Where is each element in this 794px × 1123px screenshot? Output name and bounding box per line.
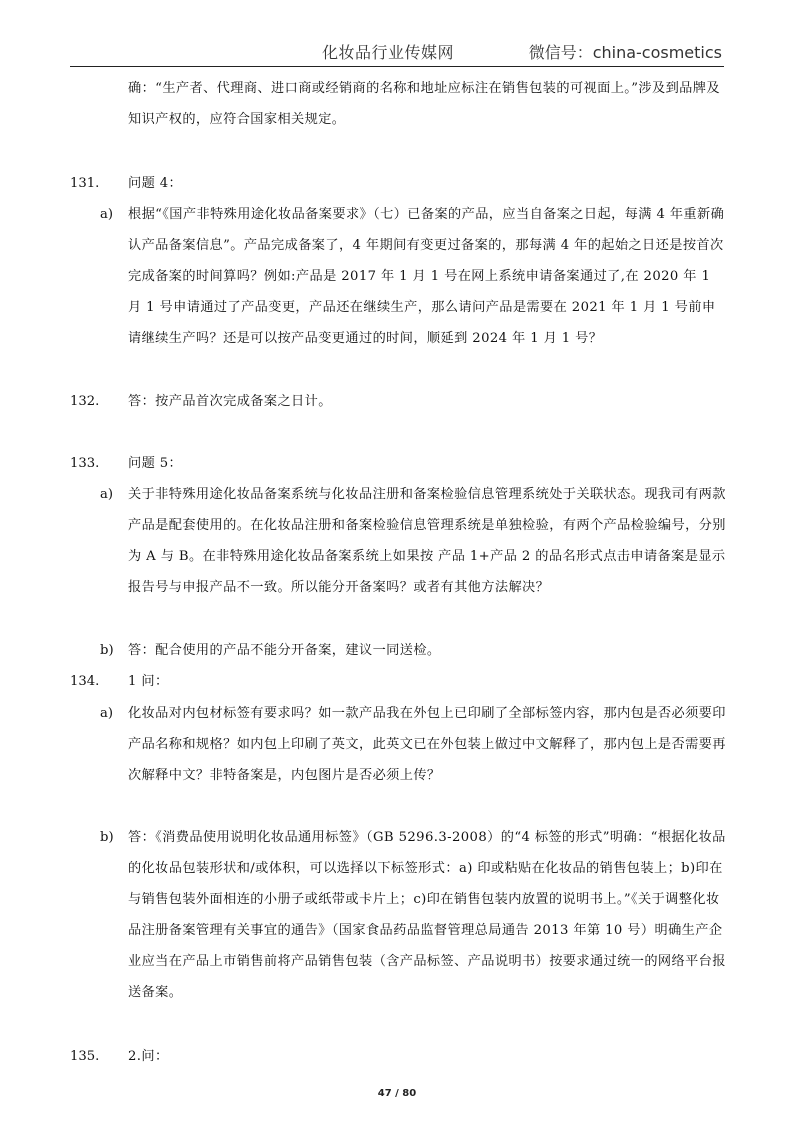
sub-marker-133b: b) (100, 643, 114, 658)
item-number-135: 135. (70, 1049, 100, 1064)
sub-marker-133a: a) (100, 487, 114, 502)
item-number-132: 132. (70, 394, 100, 409)
question-label-134: 1 问： (128, 674, 169, 689)
question-label-131: 问题 4： (128, 176, 183, 191)
question-label-135: 2.问： (128, 1049, 169, 1064)
answer-text-133b: 答：配合使用的产品不能分开备案，建议一同送检。 (128, 643, 441, 658)
question-text-131a: 根据“《国产非特殊用途化妆品备案要求》（七）已备案的产品，应当自备案之日起，每满 4 年重新确认产品备案信息”。产品完成备案了，4 年期间有变更过备案的，那每满 4 年的起始之日还是按首次完成备案的时间算吗？例如:产品是 2017 年 1 月 1 号在网上系统申请备案通过了,在 2020 年 1 月 1 号申请通过了产品变更，产品还在继续生产，那么请问产品是需要在 2021 年 1 月 1 号前申请继续生产吗？还是可以按产品变更通过的时间，顺延到 2024 年 1 月 1 号？ (128, 207, 725, 346)
sub-marker-134b: b) (100, 830, 114, 845)
item-number-131: 131. (70, 176, 100, 191)
question-text-134a: 化妆品对内包材标签有要求吗？如一款产品我在外包上已印刷了全部标签内容，那内包是否必须要印产品名称和规格？如内包上印刷了英文，此英文已在外包装上做过中文解释了，那内包上是否需要再次解释中文？非特备案是，内包图片是否必须上传？ (128, 706, 726, 783)
page-number: 47 / 80 (377, 1088, 417, 1099)
item-number-133: 133. (70, 456, 100, 471)
wechat-id: 微信号：china-cosmetics (528, 43, 722, 62)
question-label-133: 问题 5： (128, 456, 183, 471)
answer-text-134b: 答：《消费品使用说明化妆品通用标签》（GB 5296.3-2008）的“4 标签的形式”明确：“根据化妆品的化妆品包装形状和/或体积，可以选择以下标签形式：a) 印或粘贴在化妆品的销售包装上；b)印在与销售包装外面相连的小册子或纸带或卡片上；c)印在销售包装内放置的说明书上。”《关于调整化妆品注册备案管理有关事宜的通告》（国家食品药品监督管理总局通告 2013 年第 10 号）明确生产企业应当在产品上市销售前将产品销售包装（含产品标签、产品说明书）按要求通过统一的网络平台报送备案。 (128, 830, 726, 1000)
answer-text-132: 答：按产品首次完成备案之日计。 (128, 394, 332, 409)
intro-paragraph: 确：“生产者、代理商、进口商或经销商的名称和地址应标注在销售包装的可视面上。”涉及到品牌及知识产权的，应符合国家相关规定。 (128, 81, 720, 127)
site-name: 化妆品行业传媒网 (322, 43, 455, 62)
item-number-134: 134. (70, 674, 100, 689)
sub-marker-131a: a) (100, 207, 114, 222)
sub-marker-134a: a) (100, 706, 114, 721)
page-header (70, 38, 724, 67)
question-text-133a: 关于非特殊用途化妆品备案系统与化妆品注册和备案检验信息管理系统处于关联状态。现我司有两款产品是配套使用的。在化妆品注册和备案检验信息管理系统是单独检验，有两个产品检验编号，分别为 A 与 B。在非特殊用途化妆品备案系统上如果按 产品 1+产品 2 的品名形式点击申请备案是显示报告号与申报产品不一致。所以能分开备案吗？或者有其他方法解决？ (128, 487, 726, 595)
